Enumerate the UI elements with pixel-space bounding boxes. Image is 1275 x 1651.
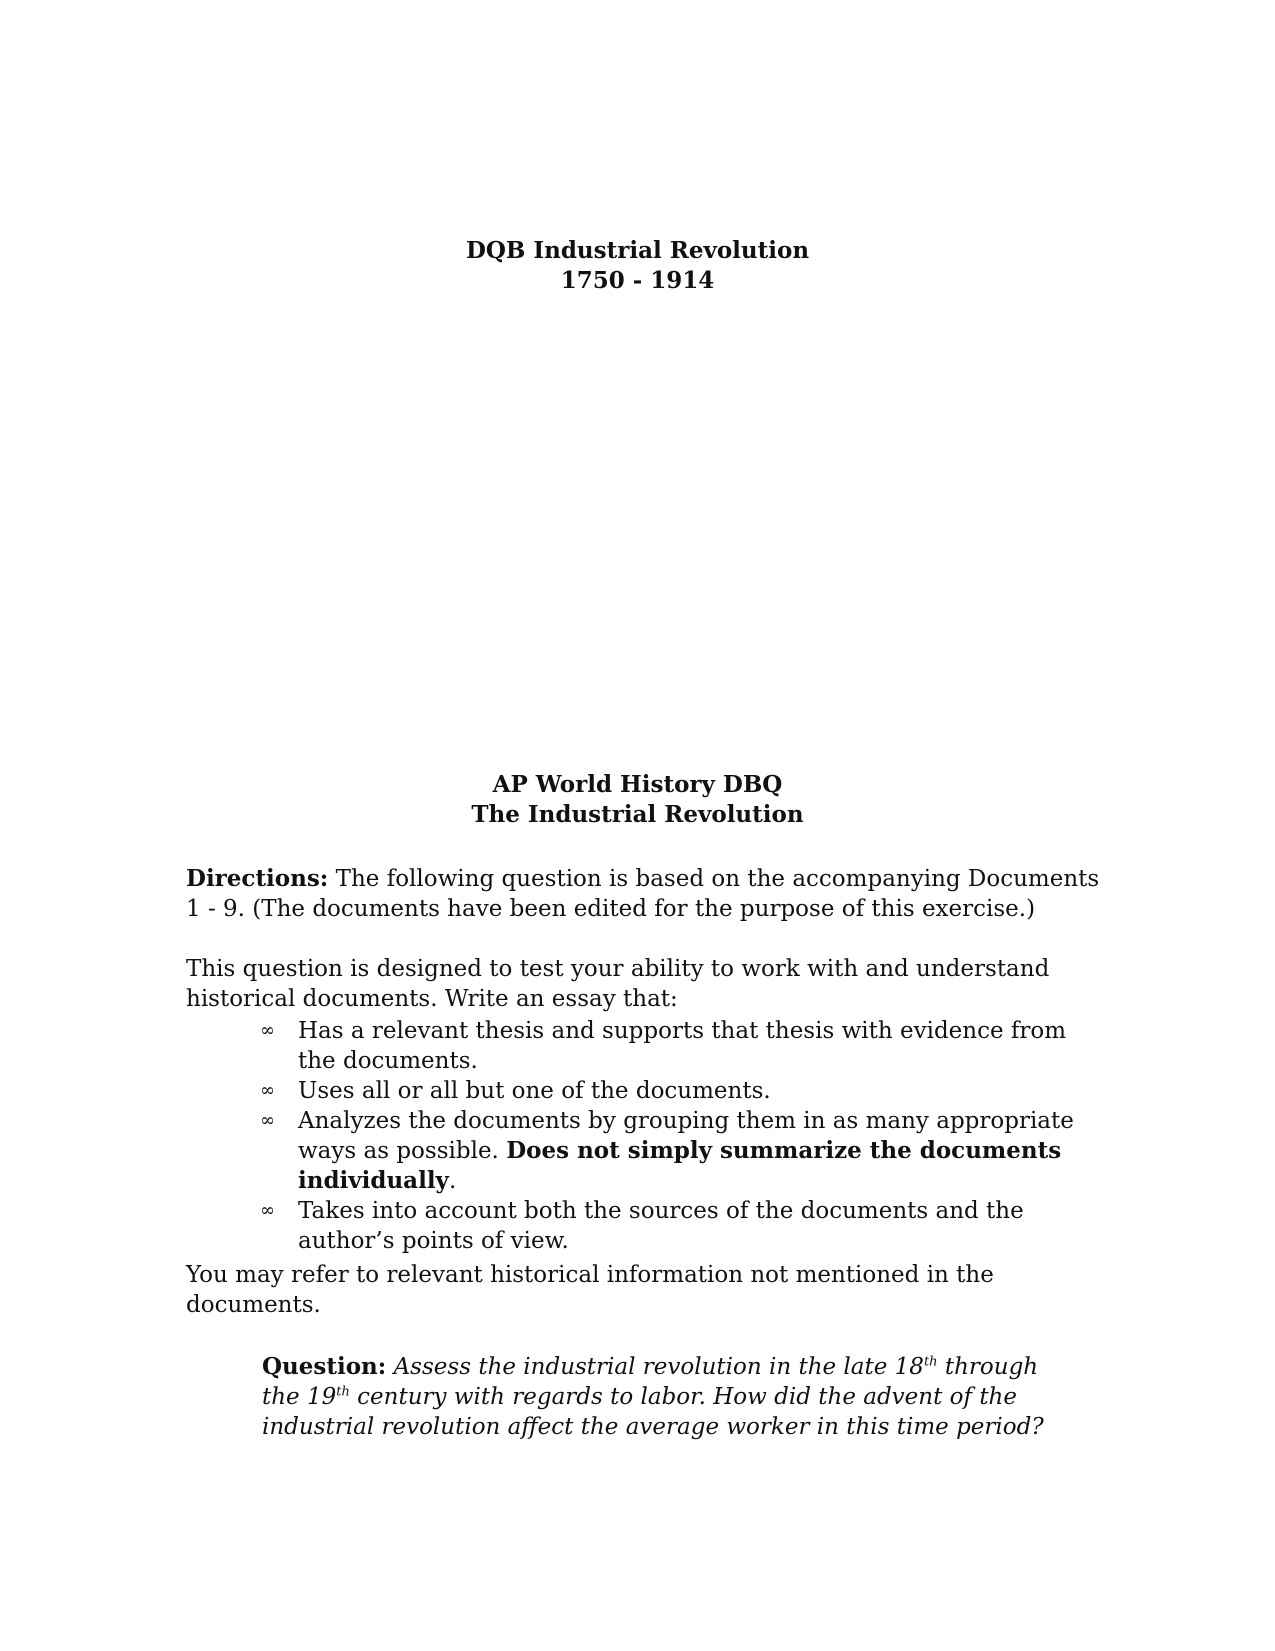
- question-sup-1: th: [923, 1354, 938, 1370]
- list-item: [186, 1196, 1106, 1256]
- question-text-2: through the 19: [262, 1354, 1039, 1410]
- criteria-end: .: [448, 1168, 457, 1194]
- infinity-bullet-icon: ∞: [260, 1110, 275, 1131]
- directions-label: Directions:: [186, 865, 329, 892]
- directions-text: The following question is based on the accompanying Documents 1 - 9. (The documents have been edited for the purpose of this exercise.): [186, 866, 1100, 922]
- cover-dates: 1750 - 1914: [560, 267, 715, 294]
- criteria-text: Analyzes the documents by grouping them in as many appropriate ways as possible.: [298, 1108, 1074, 1164]
- infinity-bullet-icon: ∞: [260, 1020, 275, 1041]
- list-item: [186, 1106, 1106, 1196]
- closing-paragraph: You may refer to relevant historical information not mentioned in the documents.: [186, 1262, 994, 1318]
- criteria-text: Takes into account both the sources of the documents and the author’s points of view.: [298, 1198, 1024, 1254]
- question-label: Question:: [262, 1353, 387, 1380]
- cover-title: DQB Industrial Revolution: [465, 237, 810, 264]
- directions-paragraph: [186, 864, 1106, 924]
- intro-paragraph: This question is designed to test your ability to work with and understand historical documents. Write an essay that:: [186, 956, 1050, 1012]
- cover-title-block: [0, 236, 1275, 296]
- dbq-title-block: [0, 770, 1275, 830]
- infinity-bullet-icon: ∞: [260, 1080, 275, 1101]
- essay-criteria-list: [186, 1016, 1106, 1256]
- question-text-3: century with regards to labor. How did the advent of the industrial revolution affect the average worker in this time period?: [262, 1384, 1044, 1440]
- criteria-emphasis: Does not simply summarize the documents individually: [298, 1137, 1062, 1194]
- question-text-1: Assess the industrial revolution in the late 18: [386, 1354, 924, 1380]
- question-sup-2: th: [336, 1384, 350, 1400]
- dbq-heading: AP World History DBQ: [492, 771, 783, 798]
- dbq-subheading: The Industrial Revolution: [471, 801, 804, 828]
- criteria-text: Uses all or all but one of the documents.: [298, 1078, 771, 1104]
- criteria-text: Has a relevant thesis and supports that thesis with evidence from the documents.: [298, 1018, 1067, 1074]
- list-item: [186, 1076, 1106, 1106]
- question-paragraph: [262, 1352, 1062, 1442]
- list-item: [186, 1016, 1106, 1076]
- infinity-bullet-icon: ∞: [260, 1200, 275, 1221]
